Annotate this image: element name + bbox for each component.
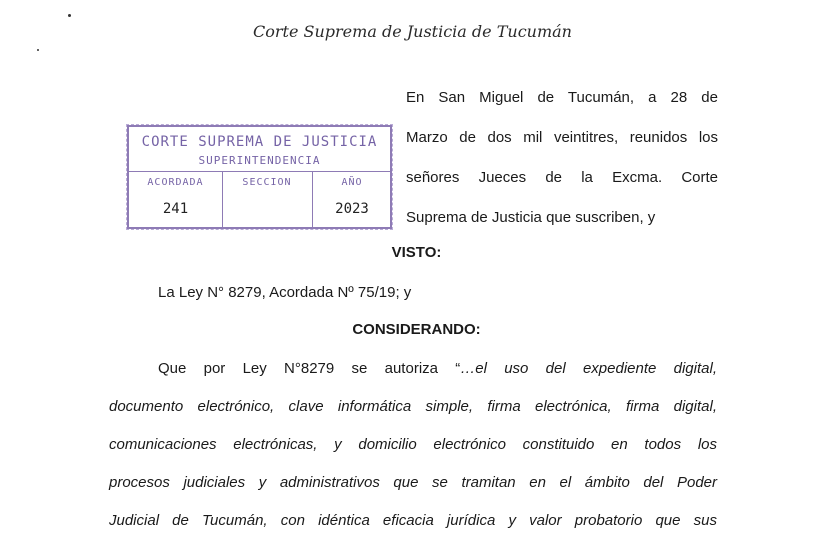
intro-paragraph	[406, 78, 718, 238]
court-name: Corte Suprema de Justicia de Tucumán	[253, 22, 572, 41]
stamp-col-year-label: AÑO	[341, 177, 363, 188]
stamp-acordada-number: 241	[162, 201, 189, 217]
stamp-col-acordada-label: ACORDADA	[147, 177, 204, 188]
body-line: procesos judiciales y administrativos que se tramitan en el ámbito del Poder	[109, 474, 717, 491]
stamp-title: CORTE SUPREMA DE JUSTICIA	[141, 134, 378, 150]
intro-line: En San Miguel de Tucumán, a 28 de	[406, 89, 718, 106]
body-line: documento electrónico, clave informática simple, firma electrónica, firma digital,	[109, 398, 717, 415]
considerando-paragraph	[109, 350, 717, 540]
body-text: Que por Ley N°8279 se autoriza “	[158, 360, 461, 377]
body-line: Judicial de Tucumán, con idéntica eficacia jurídica y valor probatorio que sus	[109, 512, 717, 529]
scan-speck	[68, 14, 71, 17]
body-line	[109, 350, 717, 388]
visto-text: La Ley N° 8279, Acordada Nº 75/19; y	[158, 284, 412, 301]
intro-line: señores Jueces de la Excma. Corte	[406, 169, 718, 186]
stamp-subtitle: SUPERINTENDENCIA	[198, 154, 321, 167]
intro-line: Suprema de Justicia que suscriben, y	[406, 209, 656, 226]
considerando-heading: CONSIDERANDO:	[352, 321, 481, 338]
acordada-stamp	[127, 125, 392, 229]
scan-speck	[37, 49, 39, 51]
visto-heading: VISTO:	[391, 244, 442, 261]
court-letterhead	[0, 22, 833, 41]
intro-line: Marzo de dos mil veintitres, reunidos los	[406, 129, 718, 146]
stamp-col-seccion-label: SECCION	[242, 177, 292, 188]
body-line: comunicaciones electrónicas, y domicilio electrónico constituido en todos los	[109, 436, 717, 453]
stamp-year: 2023	[335, 201, 369, 217]
body-text-italic: …el uso del expediente digital,	[460, 360, 717, 377]
stamp-divider	[129, 171, 390, 172]
